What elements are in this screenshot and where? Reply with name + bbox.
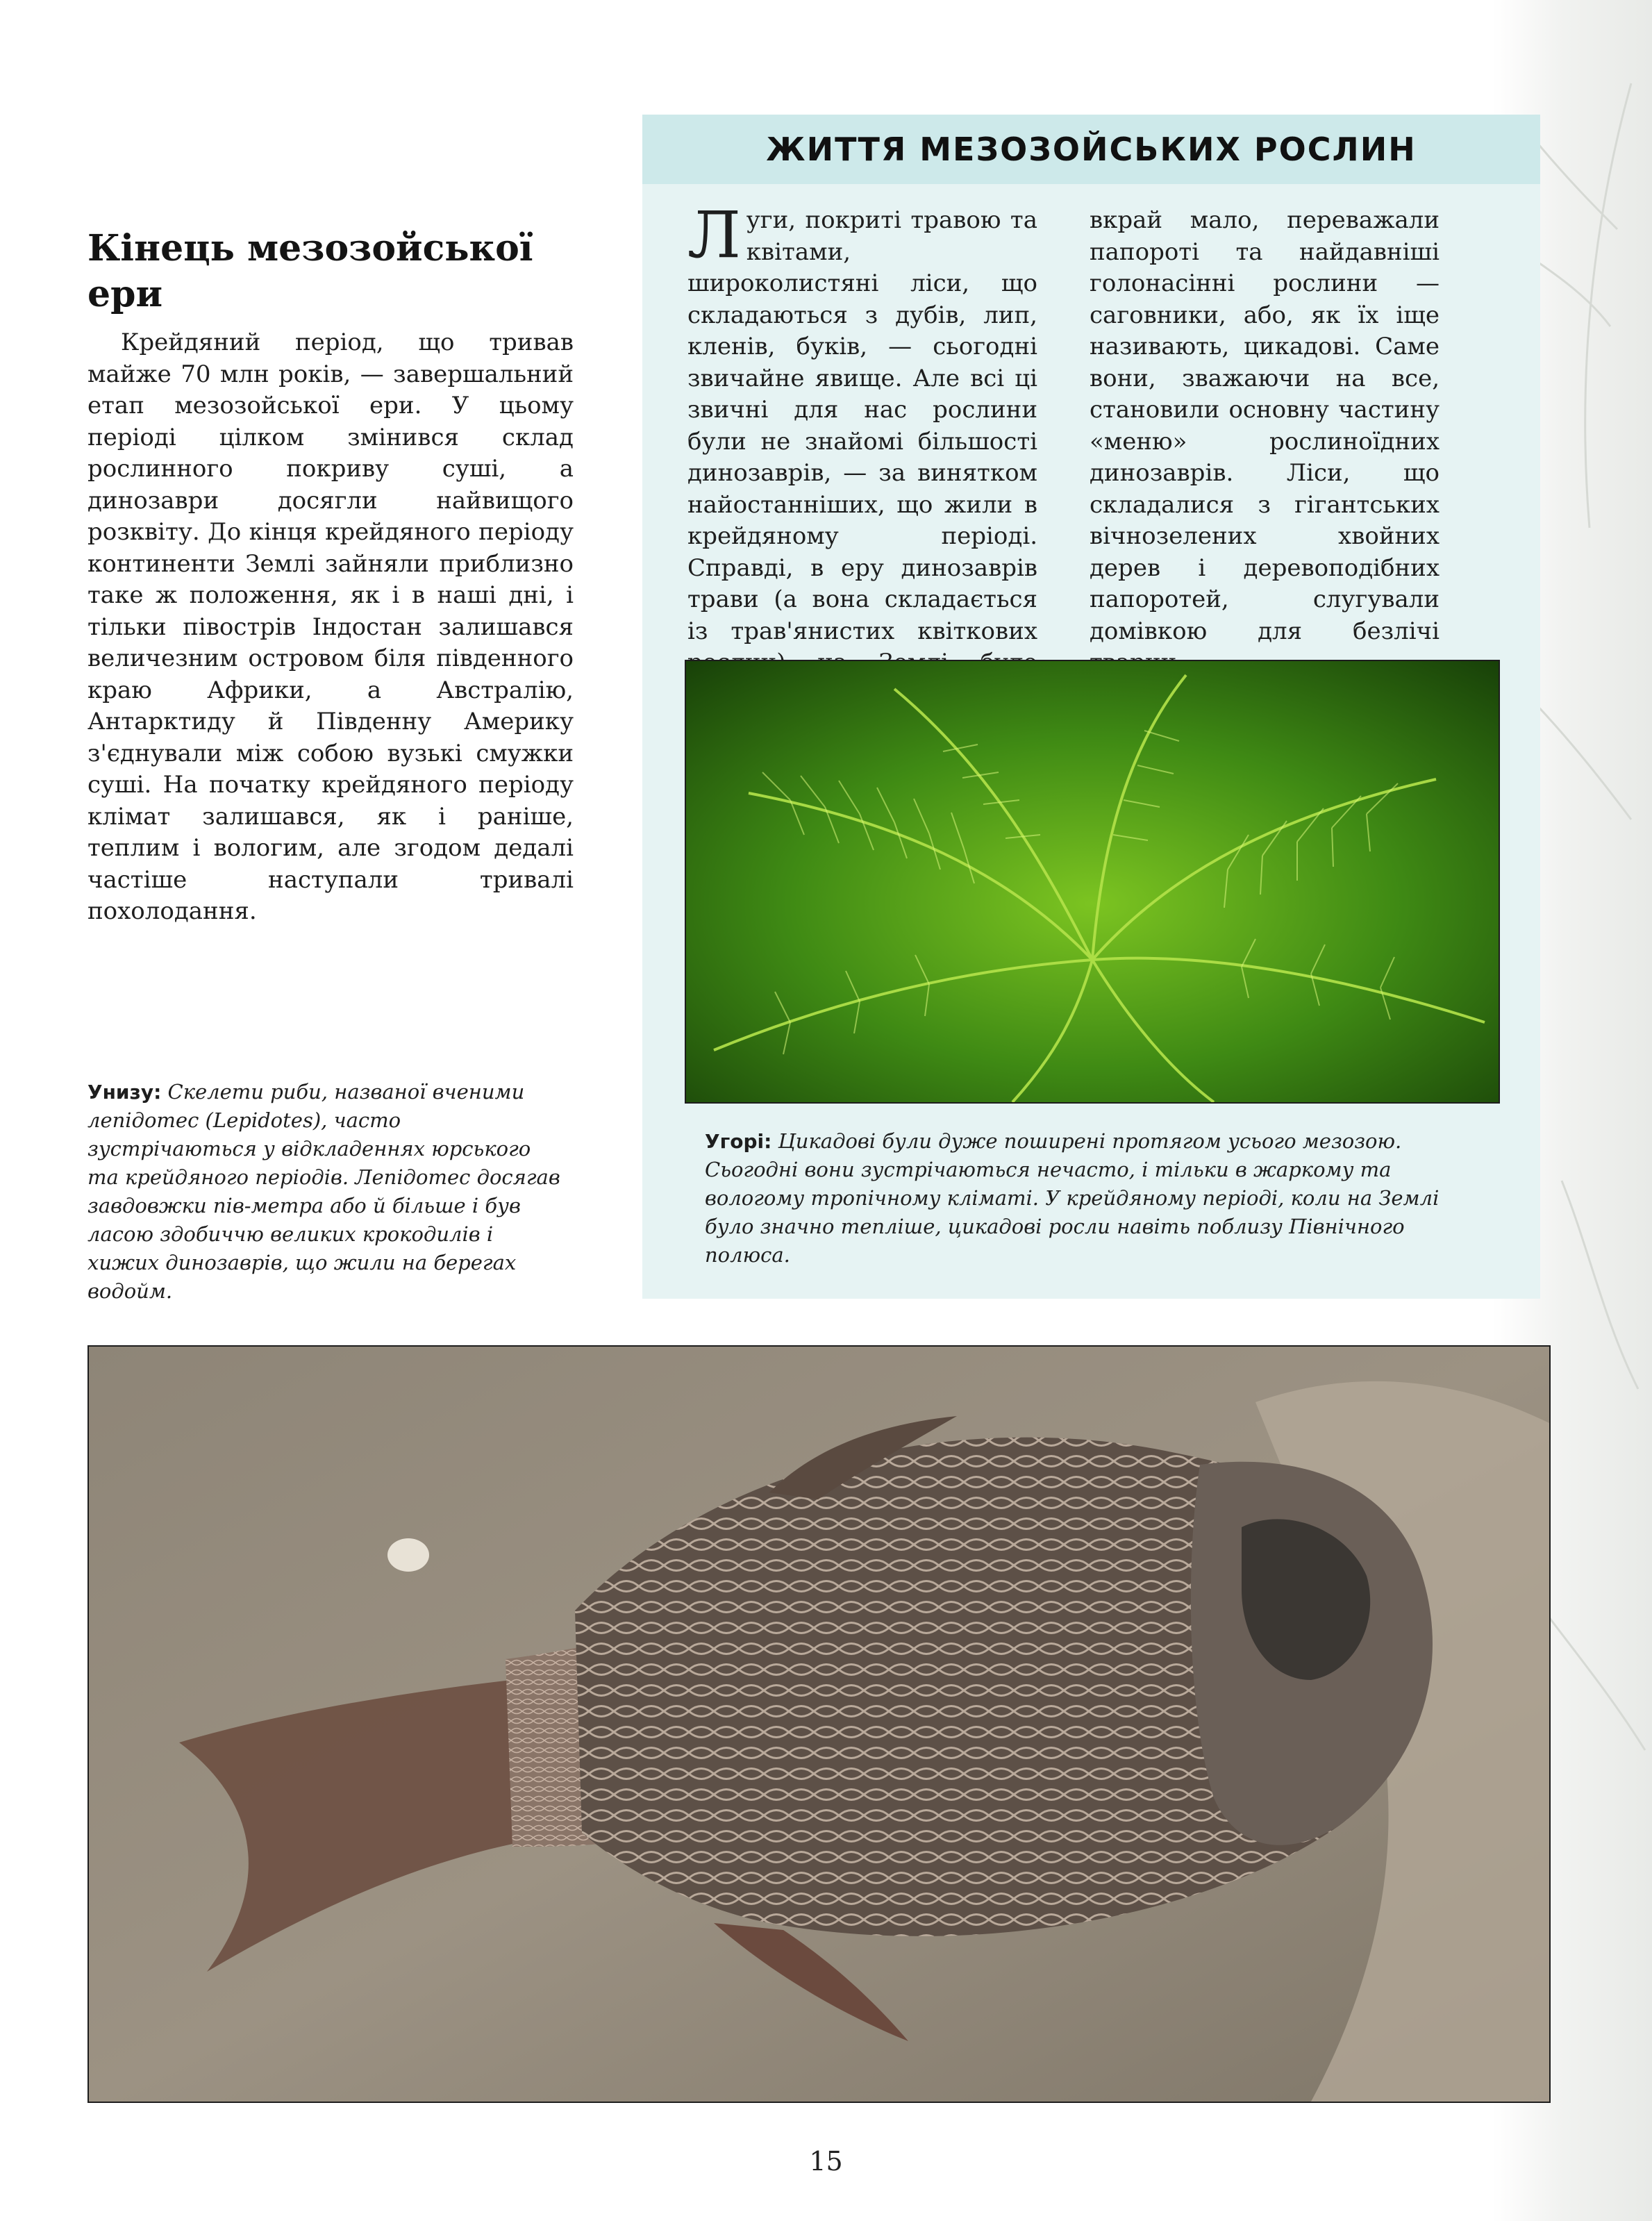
cycad-caption (705, 1127, 1483, 1270)
sidebar-title: ЖИТТЯ МЕЗОЗОЙСЬКИХ РОСЛИН (766, 131, 1417, 168)
article-body: Крейдяний період, що тривав майже 70 млн років, — завершальний етап мезозойської ери. У цьому періоді цілком змінився склад рослинного покриву суші, а динозаври досягли найвищого розквіту. До кінця крейдяного періоду континенти Землі зайняли приблизно таке ж положення, як і в наші дні, і тільки півострів Індостан залишався величезним островом біля південного краю Африки, а Австралію, Антарктиду й Південну Америку з'єднували між собою вузькі смужки суші. На початку крейдяного періоду клімат залишався, як і раніше, теплим і вологим, але згодом дедалі частіше наступали тривалі похолодання. (87, 328, 574, 925)
sidebar-text: уги, покриті травою та квітами, широколистяні ліси, що складаються з дубів, лип, кленів, буків, — сьогодні звичайне явище. Але всі ці звичні для нас рослини були не знайомі більшості динозаврів, — за винятком найостанніших, що жили в крейдяному періоді. Справді, в еру динозаврів трави (а вона складається із трав'янистих квіткових вкрай мало, переважали папороті та найдавніші голонасінні рослини — саговники, або, як їх іще називають, цикадові. Саме вони, зважаючи на все, становили основну частину «меню» рослиноїдних динозаврів. Ліси, що складалися з гігантських вічнозелених хвойних дерев і деревоподібних папоротей, слугували домівкою для безлічі (687, 206, 1440, 645)
sidebar-header (642, 115, 1540, 184)
page-number: 15 (809, 2146, 843, 2177)
fish-caption (87, 1078, 567, 1306)
drop-cap: Л (687, 198, 741, 272)
article-heading: Кінець мезозойської ери (87, 227, 533, 315)
sidebar-text-columns (687, 198, 1440, 679)
cycad-caption-label: Угорі: (705, 1130, 772, 1153)
article-column (87, 226, 574, 928)
cycad-illustration (686, 661, 1499, 1102)
sidebar-box (642, 115, 1540, 1299)
cycad-caption-text: Цикадові були дуже поширені протягом усього мезозою. Сьогодні вони зустрічаються нечасто, і тільки в жаркому та вологому тропічному кліматі. У крейдяному періоді, коли на Землі було значно тепліше, цикадові росли навіть поблизу Північного полюса. (705, 1129, 1440, 1267)
fish-fossil-photo (87, 1345, 1551, 2103)
fish-fossil-illustration (89, 1347, 1549, 2102)
sidebar-paragraph (687, 198, 1440, 679)
fish-caption-label: Унизу: (87, 1081, 162, 1104)
cycad-photo (685, 660, 1500, 1104)
fish-caption-text: Скелети риби, названої вченими лепідотес (Lepidotes), часто зустрічаються у відкладеннях юрського та крейдяного періодів. Лепідотес досягав завдовжки пів-метра або й більше і був ласою здобиччю великих крокодилів і хижих динозаврів, що жили на берегах водойм. (87, 1080, 560, 1303)
